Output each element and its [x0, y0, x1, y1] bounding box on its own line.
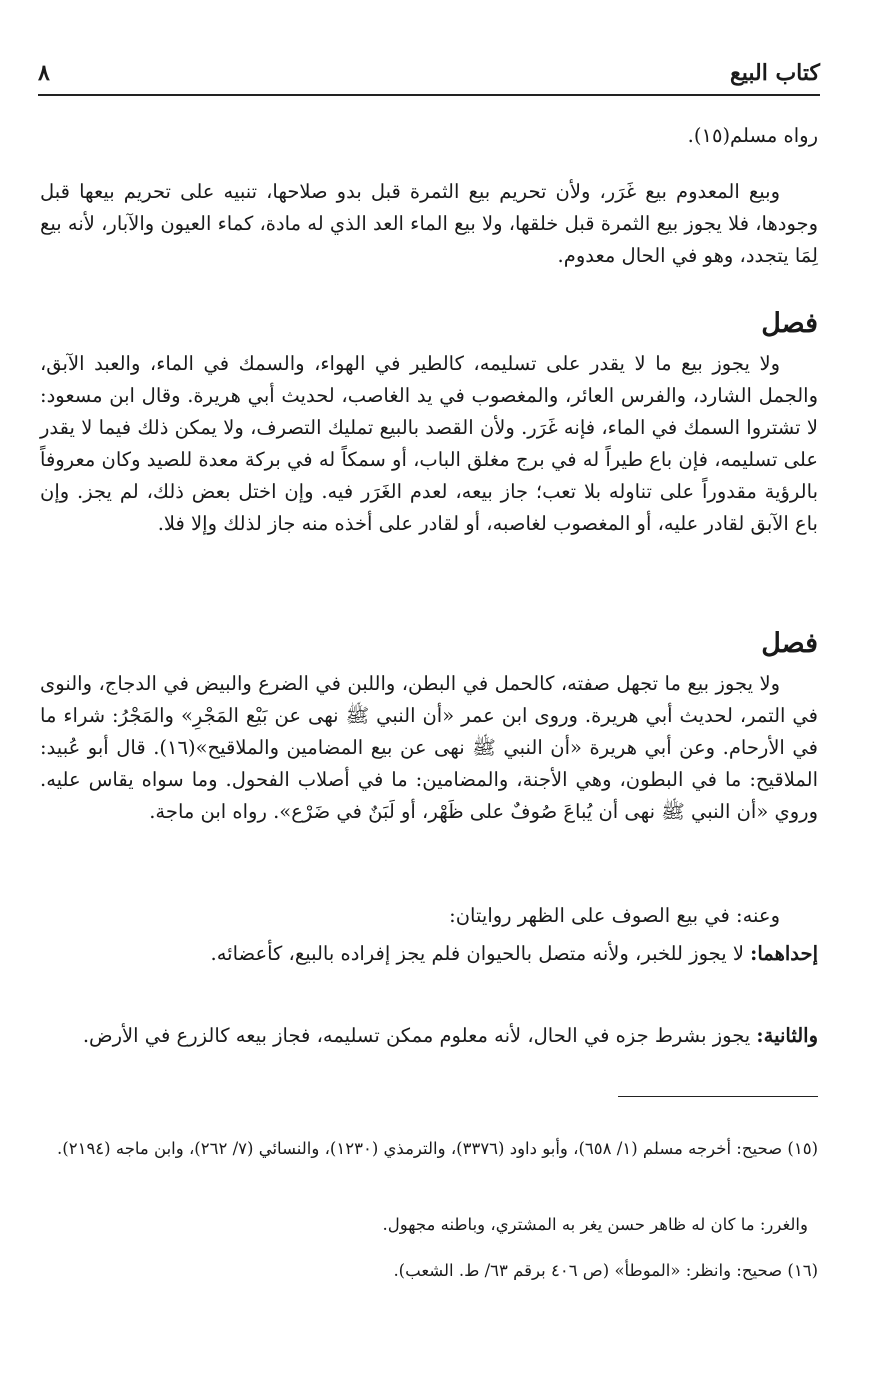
- book-title: كتاب البيع: [730, 60, 820, 86]
- header-rule: [38, 94, 820, 96]
- section-heading-fasl-2: فصل: [761, 628, 818, 659]
- footnote-15-gharar-note: والغرر: ما كان له ظاهر حسن يغر به المشتري، وباطنه مجهول.: [382, 1215, 808, 1234]
- footnote-separator: [618, 1096, 818, 1097]
- paragraph-riwayatan: وعنه: في بيع الصوف على الظهر روايتان:: [449, 904, 780, 927]
- ihdahuma-label: إحداهما:: [750, 942, 818, 965]
- page-number: ٨: [38, 60, 50, 86]
- footnote-16: (١٦) صحيح: وانظر: «الموطأ» (ص ٤٠٦ برقم ٦٣/ ط. الشعب).: [393, 1261, 818, 1280]
- paragraph-taslim: ولا يجوز بيع ما لا يقدر على تسليمه، كالطير في الهواء، والسمك في الماء، والعبد الآبق، والجمل الشارد، والفرس العائر، والمغصوب في يد الغاصب، لحديث أبي هريرة. وقال ابن مسعود: لا تشتروا السمك في الماء، فإنه غَرَر. ولأن القصد بالبيع تمليك التصرف، ولا يمكن ذلك فيما لا يقدر على تسليمه، فإن باع طيراً له في برج مغلق الباب، أو سمكاً له في بركة معدة للصيد وكان معروفاً بالرؤية مقدوراً على تناوله بلا تعب؛ جاز بيعه، لعدم الغَرَر فيه. وإن اختل بعض ذلك، لم يجز. وإن باع الآبق لقادر عليه، أو المغصوب لغاصبه، أو لقادر على أخذه منه جاز لذلك وإلا فلا.: [40, 352, 818, 535]
- footnote-15: (١٥) صحيح: أخرجه مسلم (١/ ٦٥٨)، وأبو داود (٣٣٧٦)، والترمذي (١٢٣٠)، والنسائي (٧/ ٢٦٢)، وابن ماجه (٢١٩٤).: [57, 1139, 818, 1158]
- paragraph-thaniyah: [40, 1020, 818, 1052]
- thaniyah-label: والثانية:: [756, 1024, 818, 1047]
- thaniyah-text: يجوز بشرط جزه في الحال، لأنه معلوم ممكن تسليمه، فجاز بيعه كالزرع في الأرض.: [82, 1024, 757, 1047]
- paragraph-ihdahuma: [40, 938, 818, 970]
- paragraph-riwayah: رواه مسلم(١٥).: [687, 124, 818, 147]
- running-header: [38, 54, 820, 96]
- paragraph-maadum: وبيع المعدوم بيع غَرَر، ولأن تحريم بيع الثمرة قبل بدو صلاحها، تنبيه على تحريم بيعها قبل وجودها، فلا يجوز بيع الثمرة قبل خلقها، ولا بيع الماء العد الذي له مادة، كماء العيون والآبار، لأنه بيع لِمَا يتجدد، وهو في الحال معدوم.: [40, 180, 818, 267]
- section-heading-fasl-1: فصل: [761, 308, 818, 339]
- paragraph-jahl-sifah: ولا يجوز بيع ما تجهل صفته، كالحمل في البطن، واللبن في الضرع والبيض في الدجاج، والنوى في التمر، لحديث أبي هريرة. وروى ابن عمر «أن النبي ﷺ نهى عن بَيْع المَجْرِ» والمَجْرُ: شراء ما في الأرحام. وعن أبي هريرة «أن النبي ﷺ نهى عن بيع المضامين والملاقيح»(١٦). قال أبو عُبيد: الملاقيح: ما في البطون، وهي الأجنة، والمضامين: ما في أصلاب الفحول. وما سواه يقاس عليه. وروي «أن النبي ﷺ نهى أن يُباعَ صُوفٌ على ظَهْر، أو لَبَنٌ في ضَرْع». رواه ابن ماجة.: [40, 672, 818, 823]
- ihdahuma-text: لا يجوز للخبر، ولأنه متصل بالحيوان فلم يجز إفراده بالبيع، كأعضائه.: [210, 942, 751, 965]
